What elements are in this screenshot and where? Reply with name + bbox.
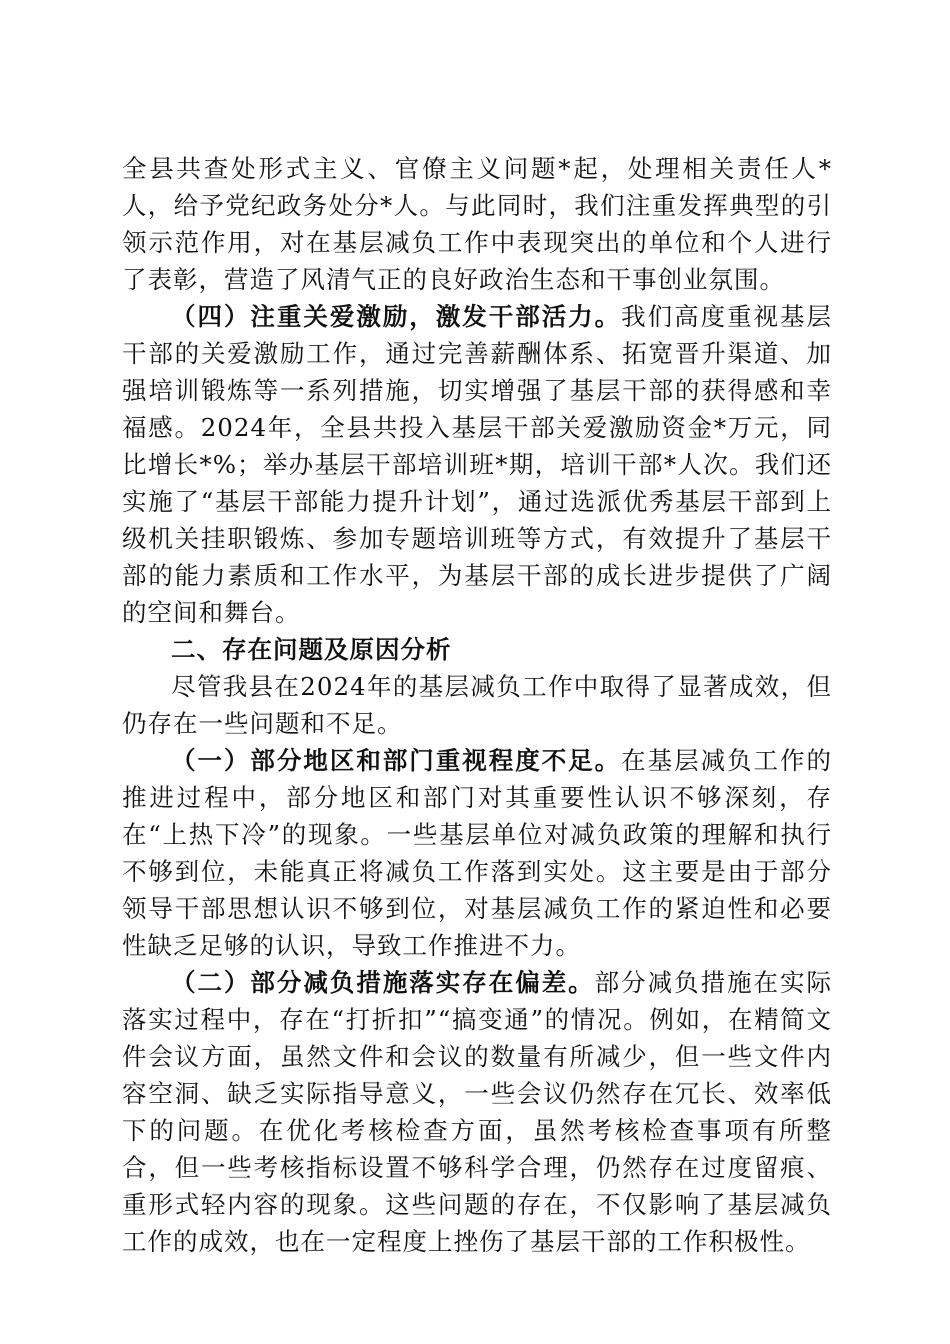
paragraph-issue-two — [122, 964, 832, 1260]
paragraph-text: 在基层减负工作的推进过程中，部分地区和部门对其重要性认识不够深刻，存在“上热下冷”的现象。一些基层单位对减负政策的理解和执行不够到位，未能真正将减负工作落到实处。这主要是由于部分领导干部思想认识不够到位，对基层减负工作的紧迫性和必要性缺乏足够的认识，导致工作推进不力。 — [122, 746, 833, 960]
paragraph-care-incentive — [122, 298, 832, 631]
paragraph-continuation — [122, 150, 832, 298]
paragraph-issue-one — [122, 742, 832, 964]
paragraph-lead: （四）注重关爱激励，激发干部活力。 — [171, 302, 622, 331]
paragraph-intro — [122, 668, 832, 742]
paragraph-text: 尽管我县在2024年的基层减负工作中取得了显著成效，但仍存在一些问题和不足。 — [122, 672, 832, 738]
paragraph-text: 全县共查处形式主义、官僚主义问题*起，处理相关责任人*人，给予党纪政务处分*人。与此同时，我们注重发挥典型的引领示范作用，对在基层减负工作中表现突出的单位和个人进行了表彰，营造了风清气正的良好政治生态和干事创业氛围。 — [122, 154, 832, 294]
paragraph-text: 我们高度重视基层干部的关爱激励工作，通过完善薪酬体系、拓宽晋升渠道、加强培训锻炼等一系列措施，切实增强了基层干部的获得感和幸福感。2024年，全县共投入基层干部关爱激励资金*万元，同比增长*%；举办基层干部培训班*期，培训干部*人次。我们还实施了“基层干部能力提升计划”，通过选派优秀基层干部到上级机关挂职锻炼、参加专题培训班等方式，有效提升了基层干部的能力素质和工作水平，为基层干部的成长进步提供了广阔的空间和舞台。 — [122, 302, 833, 627]
section-heading: 二、存在问题及原因分析 — [171, 635, 452, 664]
paragraph-lead: （二）部分减负措施落实存在偏差。 — [171, 968, 595, 997]
paragraph-text: 部分减负措施在实际落实过程中，存在“打折扣”“搞变通”的情况。例如，在精简文件会议方面，虽然文件和会议的数量有所减少，但一些文件内容空洞、缺乏实际指导意义，一些会议仍然存在冗长、效率低下的问题。在优化考核检查方面，虽然考核检查事项有所整合，但一些考核指标设置不够科学合理，仍然存在过度留痕、重形式轻内容的现象。这些问题的存在，不仅影响了基层减负工作的成效，也在一定程度上挫伤了基层干部的工作积极性。 — [122, 968, 833, 1256]
document-page — [122, 150, 832, 1260]
paragraph-lead: （一）部分地区和部门重视程度不足。 — [171, 746, 622, 775]
